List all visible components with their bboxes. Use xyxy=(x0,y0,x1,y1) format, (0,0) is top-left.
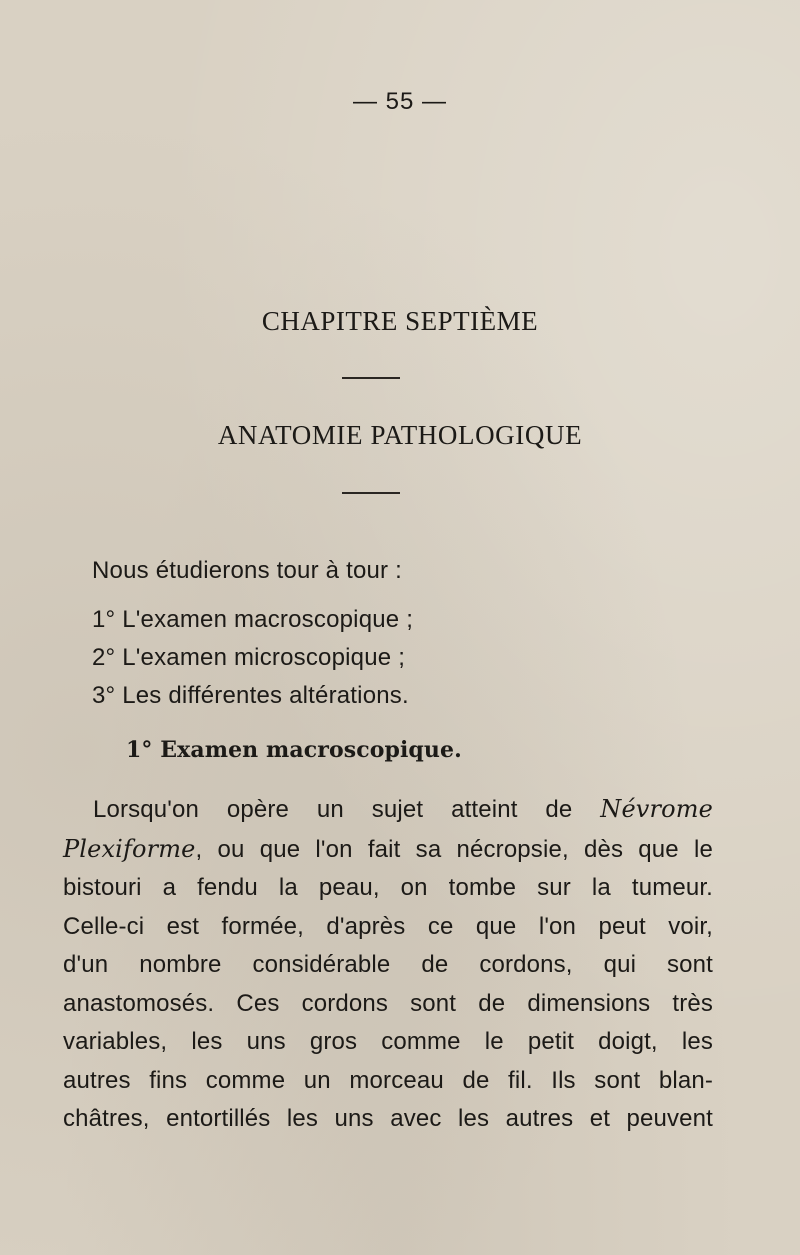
paragraph-line: bistouri a fendu la peau, on tombe sur la tumeur. xyxy=(63,874,713,901)
page-number: — 55 — xyxy=(352,88,448,115)
divider-rule xyxy=(342,377,400,379)
italic-term: Plexiforme xyxy=(63,834,196,863)
text-run: , ou que l'on fait sa nécropsie, dès que le xyxy=(195,835,713,863)
italic-term: Névrome xyxy=(600,795,713,823)
intro-text: Nous étudierons tour à tour : xyxy=(92,557,402,584)
divider-rule xyxy=(342,492,400,494)
body-paragraph xyxy=(63,790,713,1139)
topic-item: 2° L'examen microscopique ; xyxy=(92,644,406,671)
section-title: ANATOMIE PATHOLOGIQUE xyxy=(217,420,583,450)
paragraph-line: anastomosés. Ces cordons sont de dimensions très xyxy=(63,989,713,1017)
topic-item: 1° L'examen macroscopique ; xyxy=(92,606,414,633)
paragraph-line xyxy=(63,830,713,870)
paragraph-line xyxy=(63,790,713,830)
text-run: Lorsqu'on opère un sujet atteint de xyxy=(93,796,601,823)
subsection-heading: 1° Examen macroscopique. xyxy=(126,737,462,763)
chapter-heading: CHAPITRE SEPTIÈME xyxy=(261,306,539,336)
paragraph-line: Celle-ci est formée, d'après ce que l'on peut voir, xyxy=(63,912,713,940)
paragraph-line: autres fins comme un morceau de fil. Ils sont blan- xyxy=(63,1066,713,1094)
paragraph-line: d'un nombre considérable de cordons, qui sont xyxy=(63,951,713,978)
paragraph-line: châtres, entortillés les uns avec les autres et peuvent xyxy=(63,1105,713,1132)
topic-list xyxy=(92,601,413,715)
paragraph-line: variables, les uns gros comme le petit doigt, les xyxy=(63,1028,713,1055)
topic-item: 3° Les différentes altérations. xyxy=(92,682,409,709)
